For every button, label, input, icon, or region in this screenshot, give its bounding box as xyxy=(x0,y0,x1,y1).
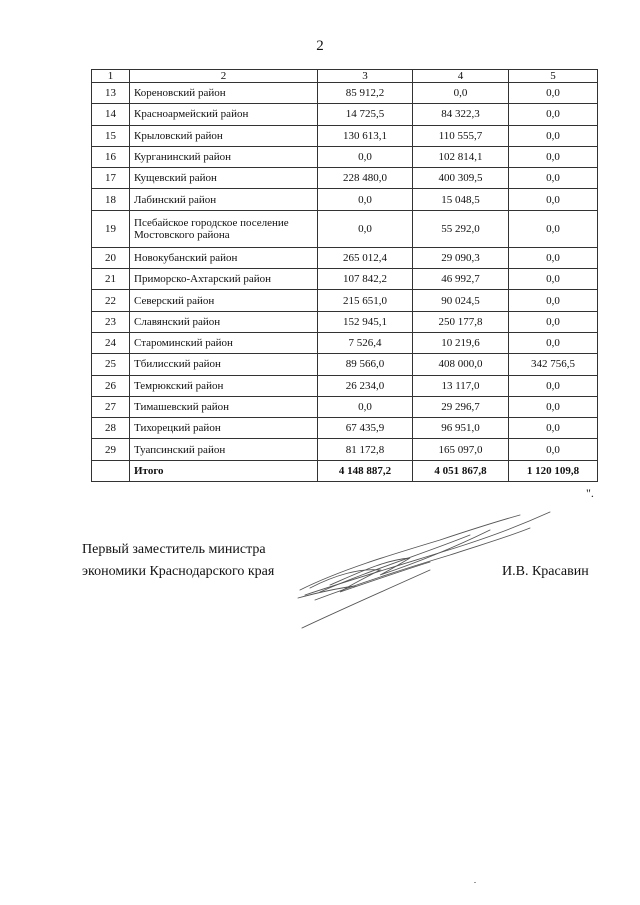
column-5-value-cell: 0,0 xyxy=(509,396,598,417)
table-row xyxy=(92,104,598,125)
column-4-value-cell: 102 814,1 xyxy=(413,146,509,167)
table-row xyxy=(92,290,598,311)
column-5-value-cell: 0,0 xyxy=(509,311,598,332)
column-3-value-cell: 0,0 xyxy=(318,396,413,417)
district-name-cell: Приморско-Ахтарский район xyxy=(130,269,318,290)
table-header-row xyxy=(92,70,598,83)
signer-name: И.В. Красавин xyxy=(502,564,589,579)
column-5-value-cell: 0,0 xyxy=(509,439,598,460)
column-4-value-cell: 29 090,3 xyxy=(413,247,509,268)
row-number-cell: 23 xyxy=(92,311,130,332)
column-5-value-cell: 0,0 xyxy=(509,104,598,125)
total-label-cell: Итого xyxy=(130,460,318,481)
district-name-cell: Темрюкский район xyxy=(130,375,318,396)
column-3-value-cell: 14 725,5 xyxy=(318,104,413,125)
table-row xyxy=(92,168,598,189)
district-name-cell: Тбилисский район xyxy=(130,354,318,375)
table-row xyxy=(92,418,598,439)
page-number: 2 xyxy=(316,38,324,54)
column-5-value-cell: 0,0 xyxy=(509,247,598,268)
header-cell: 3 xyxy=(318,70,413,83)
total-column-4-cell: 4 051 867,8 xyxy=(413,460,509,481)
column-3-value-cell: 0,0 xyxy=(318,210,413,247)
total-row xyxy=(92,460,598,481)
header-cell: 1 xyxy=(92,70,130,83)
table-row xyxy=(92,83,598,104)
column-3-value-cell: 67 435,9 xyxy=(318,418,413,439)
column-4-value-cell: 84 322,3 xyxy=(413,104,509,125)
column-5-value-cell: 0,0 xyxy=(509,210,598,247)
column-3-value-cell: 89 566,0 xyxy=(318,354,413,375)
row-number-cell: 20 xyxy=(92,247,130,268)
column-5-value-cell: 0,0 xyxy=(509,269,598,290)
table-row xyxy=(92,189,598,210)
district-name-cell: Псебайское городское поселение Мостовского района xyxy=(130,210,318,247)
table-row xyxy=(92,439,598,460)
column-4-value-cell: 96 951,0 xyxy=(413,418,509,439)
table-row xyxy=(92,269,598,290)
district-name-cell: Славянский район xyxy=(130,311,318,332)
column-4-value-cell: 0,0 xyxy=(413,83,509,104)
header-cell: 4 xyxy=(413,70,509,83)
column-3-value-cell: 26 234,0 xyxy=(318,375,413,396)
column-5-value-cell: 0,0 xyxy=(509,83,598,104)
column-4-value-cell: 29 296,7 xyxy=(413,396,509,417)
row-number-cell: 16 xyxy=(92,146,130,167)
column-5-value-cell: 0,0 xyxy=(509,375,598,396)
row-number-cell: 15 xyxy=(92,125,130,146)
column-3-value-cell: 85 912,2 xyxy=(318,83,413,104)
signer-title-line: экономики Краснодарского края xyxy=(82,564,275,579)
district-name-cell: Кореновский район xyxy=(130,83,318,104)
row-number-cell: 22 xyxy=(92,290,130,311)
table-row xyxy=(92,146,598,167)
column-5-value-cell: 0,0 xyxy=(509,125,598,146)
total-column-3-cell: 4 148 887,2 xyxy=(318,460,413,481)
row-number-cell: 25 xyxy=(92,354,130,375)
column-5-value-cell: 0,0 xyxy=(509,332,598,353)
column-4-value-cell: 110 555,7 xyxy=(413,125,509,146)
column-4-value-cell: 46 992,7 xyxy=(413,269,509,290)
district-name-cell: Тимашевский район xyxy=(130,396,318,417)
district-name-cell: Тихорецкий район xyxy=(130,418,318,439)
total-empty-cell xyxy=(92,460,130,481)
row-number-cell: 17 xyxy=(92,168,130,189)
table-row xyxy=(92,247,598,268)
table-row xyxy=(92,332,598,353)
column-5-value-cell: 0,0 xyxy=(509,146,598,167)
column-5-value-cell: 0,0 xyxy=(509,418,598,439)
row-number-cell: 29 xyxy=(92,439,130,460)
table-row xyxy=(92,125,598,146)
district-name-cell: Северский район xyxy=(130,290,318,311)
row-number-cell: 14 xyxy=(92,104,130,125)
table-row xyxy=(92,396,598,417)
scan-speck xyxy=(474,882,476,883)
column-3-value-cell: 107 842,2 xyxy=(318,269,413,290)
column-3-value-cell: 0,0 xyxy=(318,146,413,167)
signer-title-line: Первый заместитель министра xyxy=(82,542,266,557)
column-5-value-cell: 342 756,5 xyxy=(509,354,598,375)
district-name-cell: Крыловский район xyxy=(130,125,318,146)
column-5-value-cell: 0,0 xyxy=(509,168,598,189)
column-3-value-cell: 215 651,0 xyxy=(318,290,413,311)
column-4-value-cell: 400 309,5 xyxy=(413,168,509,189)
row-number-cell: 26 xyxy=(92,375,130,396)
district-name-cell: Курганинский район xyxy=(130,146,318,167)
column-4-value-cell: 55 292,0 xyxy=(413,210,509,247)
column-3-value-cell: 81 172,8 xyxy=(318,439,413,460)
table-row xyxy=(92,210,598,247)
closing-quote: ". xyxy=(586,486,594,500)
row-number-cell: 28 xyxy=(92,418,130,439)
column-3-value-cell: 265 012,4 xyxy=(318,247,413,268)
header-cell: 5 xyxy=(509,70,598,83)
row-number-cell: 27 xyxy=(92,396,130,417)
column-4-value-cell: 13 117,0 xyxy=(413,375,509,396)
column-4-value-cell: 408 000,0 xyxy=(413,354,509,375)
column-3-value-cell: 228 480,0 xyxy=(318,168,413,189)
district-name-cell: Кущевский район xyxy=(130,168,318,189)
column-3-value-cell: 0,0 xyxy=(318,189,413,210)
row-number-cell: 21 xyxy=(92,269,130,290)
column-4-value-cell: 250 177,8 xyxy=(413,311,509,332)
district-name-cell: Староминский район xyxy=(130,332,318,353)
column-5-value-cell: 0,0 xyxy=(509,290,598,311)
district-name-cell: Красноармейский район xyxy=(130,104,318,125)
header-cell: 2 xyxy=(130,70,318,83)
row-number-cell: 24 xyxy=(92,332,130,353)
column-3-value-cell: 7 526,4 xyxy=(318,332,413,353)
column-4-value-cell: 10 219,6 xyxy=(413,332,509,353)
column-3-value-cell: 152 945,1 xyxy=(318,311,413,332)
column-4-value-cell: 90 024,5 xyxy=(413,290,509,311)
column-3-value-cell: 130 613,1 xyxy=(318,125,413,146)
row-number-cell: 18 xyxy=(92,189,130,210)
column-4-value-cell: 15 048,5 xyxy=(413,189,509,210)
table-row xyxy=(92,354,598,375)
signer-title xyxy=(82,539,274,583)
row-number-cell: 19 xyxy=(92,210,130,247)
distribution-table xyxy=(91,69,598,482)
table-row xyxy=(92,375,598,396)
column-4-value-cell: 165 097,0 xyxy=(413,439,509,460)
district-name-cell: Новокубанский район xyxy=(130,247,318,268)
total-column-5-cell: 1 120 109,8 xyxy=(509,460,598,481)
table-row xyxy=(92,311,598,332)
district-name-cell: Туапсинский район xyxy=(130,439,318,460)
column-5-value-cell: 0,0 xyxy=(509,189,598,210)
row-number-cell: 13 xyxy=(92,83,130,104)
district-name-cell: Лабинский район xyxy=(130,189,318,210)
